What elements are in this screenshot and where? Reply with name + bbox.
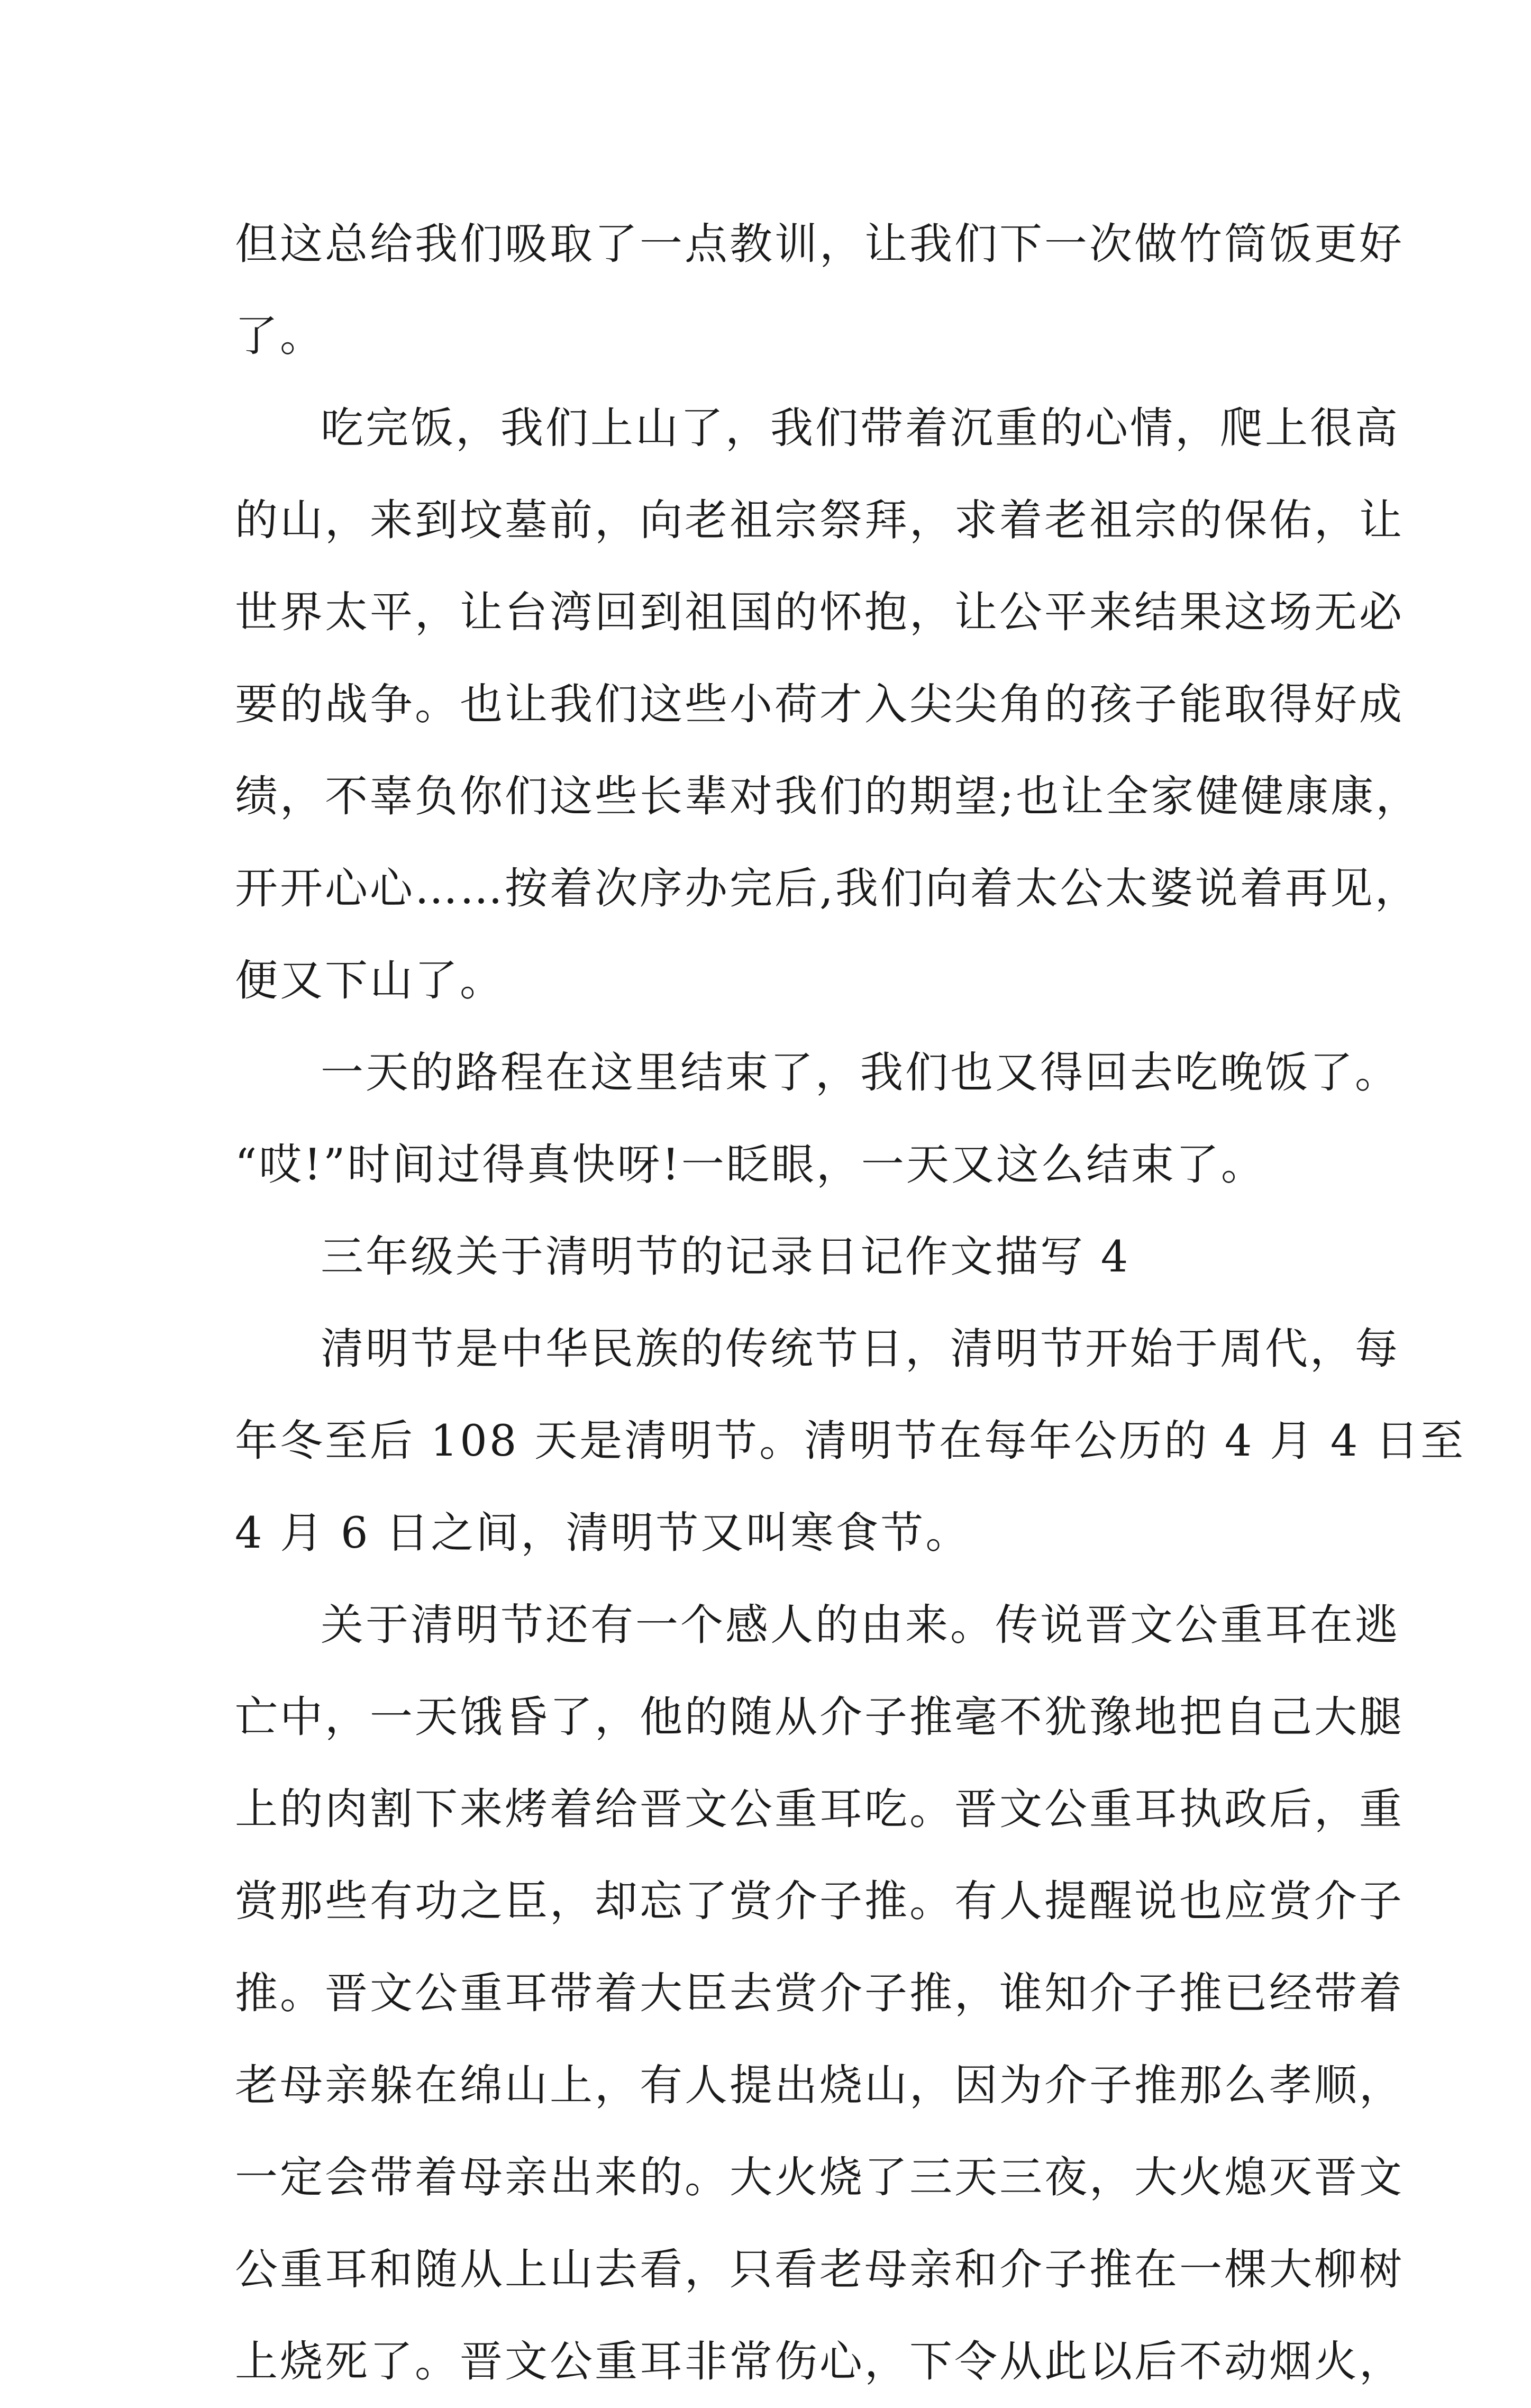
text-line: 关于清明节还有一个感人的由来。传说晋文公重耳在逃 — [321, 1601, 1400, 1650]
text-line: 4 月 6 日之间，清明节又叫寒食节。 — [235, 1509, 971, 1558]
text-line: 上烧死了。晋文公重耳非常伤心，下令从此以后不动烟火， — [235, 2337, 1405, 2387]
text-line: 一天的路程在这里结束了，我们也又得回去吃晚饭了。 — [321, 1048, 1400, 1098]
text-line: 便又下山了。 — [235, 956, 505, 1006]
document-body — [235, 198, 1466, 2408]
text-line: 世界太平，让台湾回到祖国的怀抱，让公平来结果这场无必 — [235, 588, 1405, 638]
text-line: 三年级关于清明节的记录日记作文描写 4 — [321, 1232, 1131, 1282]
text-line: 年冬至后 108 天是清明节。清明节在每年公历的 4 月 4 日至 — [235, 1416, 1466, 1466]
text-line: “哎!”时间过得真快呀!一眨眼，一天又这么结束了。 — [235, 1140, 1266, 1190]
text-line: 清明节是中华民族的传统节日，清明节开始于周代，每 — [321, 1324, 1400, 1374]
text-line: 推。晋文公重耳带着大臣去赏介子推，谁知介子推已经带着 — [235, 1969, 1405, 2019]
text-line: 上的肉割下来烤着给晋文公重耳吃。晋文公重耳执政后，重 — [235, 1785, 1405, 1834]
text-line: 亡中，一天饿昏了，他的随从介子推毫不犹豫地把自己大腿 — [235, 1693, 1405, 1742]
text-line: 公重耳和随从上山去看，只看老母亲和介子推在一棵大柳树 — [235, 2245, 1405, 2295]
text-line: 赏那些有功之臣，却忘了赏介子推。有人提醒说也应赏介子 — [235, 1877, 1405, 1927]
text-line: 开开心心……按着次序办完后,我们向着太公太婆说着再见， — [235, 864, 1420, 914]
text-line: 但这总给我们吸取了一点教训，让我们下一次做竹筒饭更好 — [235, 220, 1405, 269]
text-line: 一定会带着母亲出来的。大火烧了三天三夜，大火熄灭晋文 — [235, 2153, 1405, 2203]
text-line: 绩，不辜负你们这些长辈对我们的期望;也让全家健健康康， — [235, 772, 1421, 822]
text-line: 的山，来到坟墓前，向老祖宗祭拜，求着老祖宗的保佑，让 — [235, 496, 1405, 546]
text-line: 老母亲躲在绵山上，有人提出烧山，因为介子推那么孝顺， — [235, 2061, 1405, 2111]
text-line: 了。 — [235, 312, 325, 361]
text-line: 要的战争。也让我们这些小荷才入尖尖角的孩子能取得好成 — [235, 680, 1405, 730]
text-line: 吃完饭，我们上山了，我们带着沉重的心情，爬上很高 — [321, 404, 1400, 453]
